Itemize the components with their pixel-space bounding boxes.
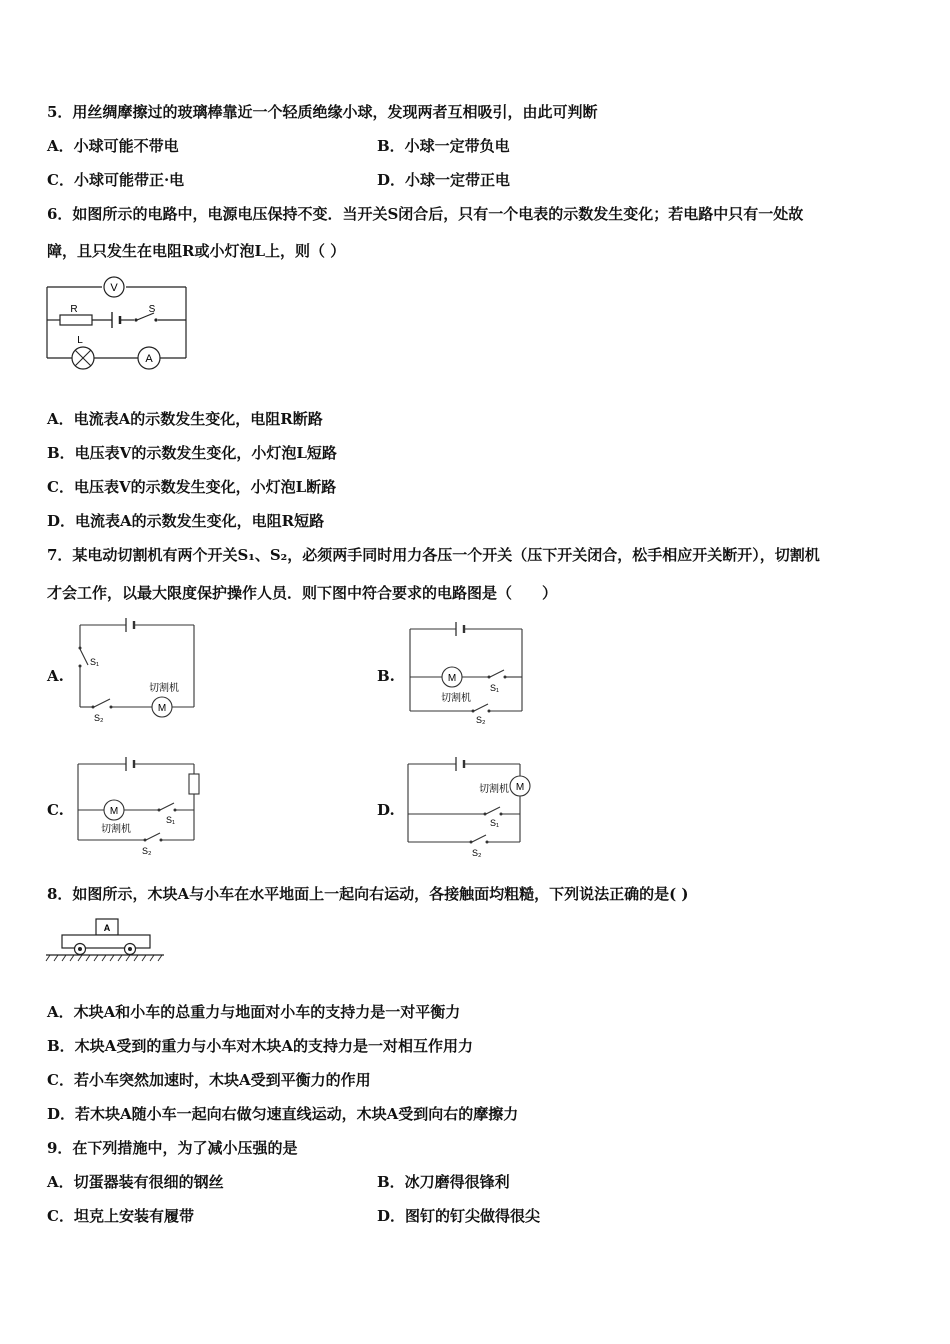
q8-option-a: A．木块A和小车的总重力与地面对小车的支持力是一对平衡力	[47, 1003, 461, 1021]
s2-label: S₂	[472, 848, 482, 858]
s1-label: S₁	[166, 815, 176, 825]
lamp-label: L	[77, 335, 83, 346]
s1-label: S₁	[90, 657, 100, 667]
q7-circuit-d	[400, 752, 540, 862]
q7-stem-line1: 7．某电动切割机有两个开关S₁、S₂，必须两手同时用力各压一个开关（压下开关闭合，松手相应开关断开），切割机	[47, 546, 820, 564]
q7-option-b-label: B.	[377, 667, 395, 685]
q6-option-d: D．电流表A的示数发生变化，电阻R短路	[47, 512, 325, 530]
s2-label: S₂	[476, 715, 486, 725]
s2-label: S₂	[94, 713, 104, 723]
motor-label: M	[157, 703, 167, 714]
q7-circuit-a	[72, 615, 207, 730]
ammeter-label: A	[145, 353, 153, 365]
voltmeter-label: V	[110, 282, 118, 294]
q8-option-c: C．若小车突然加速时，木块A受到平衡力的作用	[47, 1071, 371, 1089]
machine-label: 切割机	[101, 824, 131, 835]
q5-option-c: C．小球可能带正·电	[47, 171, 185, 189]
q9-option-b: B．冰刀磨得很锋利	[377, 1173, 510, 1191]
q6-circuit-figure	[40, 270, 200, 380]
q8-cart-figure	[44, 915, 169, 965]
q9-option-a: A．切蛋器装有很细的钢丝	[47, 1173, 224, 1191]
q6-stem-line1: 6．如图所示的电路中，电源电压保持不变．当开关S闭合后，只有一个电表的示数发生变化；若电路中只有一处故	[47, 205, 804, 223]
resistor-icon	[60, 315, 92, 325]
resistor-label: R	[70, 304, 78, 315]
q8-stem: 8．如图所示，木块A与小车在水平地面上一起向右运动，各接触面均粗糙，下列说法正确的是( )	[47, 885, 689, 903]
q7-circuit-b	[402, 615, 537, 730]
q8-option-b: B．木块A受到的重力与小车对木块A的支持力是一对相互作用力	[47, 1037, 473, 1055]
q9-option-d: D．图钉的钉尖做得很尖	[377, 1207, 541, 1225]
s2-label: S₂	[142, 846, 152, 856]
q5-option-b: B．小球一定带负电	[377, 137, 510, 155]
q7-circuit-c	[70, 752, 210, 862]
motor-label: M	[109, 806, 119, 817]
q8-option-d: D．若木块A随小车一起向右做匀速直线运动，木块A受到向右的摩擦力	[47, 1105, 519, 1123]
q6-stem-line2: 障，且只发生在电阻R或小灯泡L上，则（ ）	[47, 242, 346, 260]
resistor-icon	[189, 774, 199, 794]
q6-option-a: A．电流表A的示数发生变化，电阻R断路	[47, 410, 323, 428]
motor-label: M	[447, 673, 457, 684]
block-label: A	[103, 923, 111, 933]
motor-label: M	[515, 782, 525, 793]
q5-stem: 5．用丝绸摩擦过的玻璃棒靠近一个轻质绝缘小球，发现两者互相吸引，由此可判断	[47, 103, 598, 121]
q7-option-d-label: D.	[377, 801, 395, 819]
q5-option-a: A．小球可能不带电	[47, 137, 179, 155]
q5-option-d: D．小球一定带正电	[377, 171, 511, 189]
q7-option-c-label: C.	[47, 801, 64, 819]
q9-option-c: C．坦克上安装有履带	[47, 1207, 194, 1225]
machine-label: 切割机	[479, 784, 509, 795]
switch-label: S	[148, 304, 156, 315]
q9-stem: 9．在下列措施中，为了减小压强的是	[47, 1139, 298, 1157]
machine-label: 切割机	[441, 693, 471, 704]
machine-label: 切割机	[149, 683, 179, 694]
s1-label: S₁	[490, 683, 500, 693]
q6-option-c: C．电压表V的示数发生变化，小灯泡L断路	[47, 478, 337, 496]
q6-option-b: B．电压表V的示数发生变化，小灯泡L短路	[47, 444, 337, 462]
q7-option-a-label: A.	[47, 667, 64, 685]
s1-label: S₁	[490, 818, 500, 828]
q7-stem-line2: 才会工作，以最大限度保护操作人员．则下图中符合要求的电路图是（ ）	[47, 584, 558, 602]
